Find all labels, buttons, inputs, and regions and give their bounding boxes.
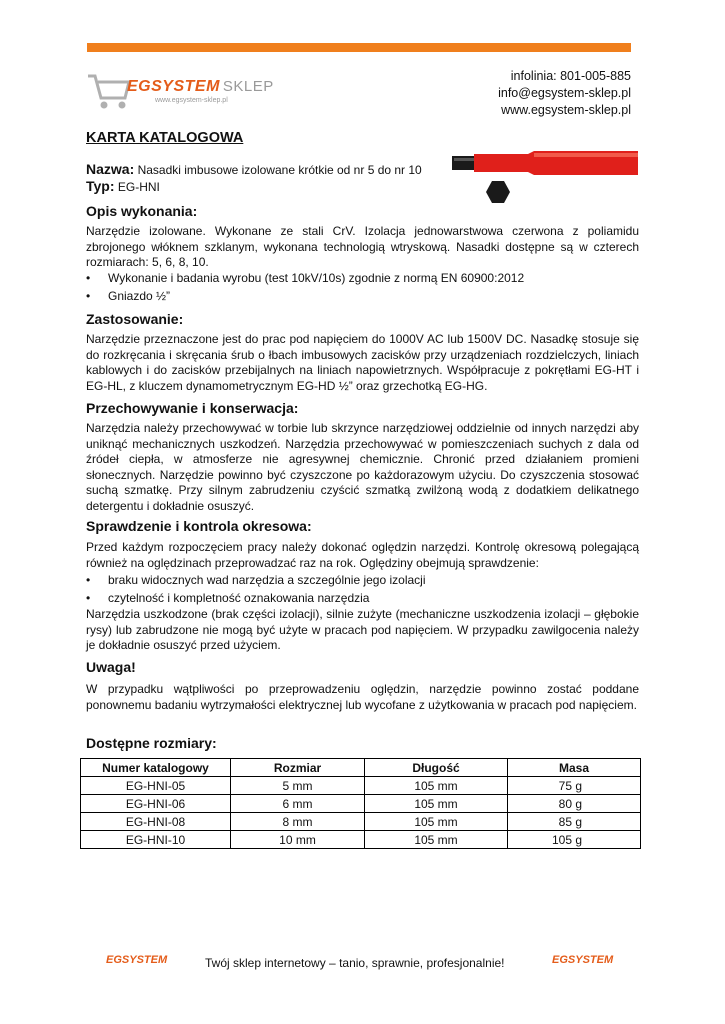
section-heading-opis: Opis wykonania: <box>86 203 198 219</box>
cell-size: 6 mm <box>231 795 365 813</box>
footer-slogan: Twój sklep internetowy – tanio, sprawnie, profesjonalnie! <box>205 956 505 970</box>
type-value: EG-HNI <box>117 180 160 194</box>
logo-url: www.egsystem-sklep.pl <box>155 97 228 104</box>
contact-phone: infolinia: 801-005-885 <box>510 69 631 83</box>
contact-info <box>498 68 631 119</box>
section-heading-sprawdzenie: Sprawdzenie i kontrola okresowa: <box>86 518 312 534</box>
col-header-catalog: Numer katalogowy <box>81 759 231 777</box>
cart-icon <box>87 70 131 112</box>
cell-size: 5 mm <box>231 777 365 795</box>
cell-mass: 75 g <box>508 777 641 795</box>
page-title: KARTA KATALOGOWA <box>86 130 244 146</box>
sprawdzenie-bullet: • czytelność i kompletność oznakowania narzędzia <box>86 591 370 605</box>
product-image <box>452 151 640 217</box>
table-row <box>81 777 641 795</box>
product-name-line <box>86 161 422 177</box>
cell-catalog: EG-HNI-10 <box>81 831 231 849</box>
name-value: Nasadki imbusowe izolowane krótkie od nr 5 do nr 10 <box>137 163 422 177</box>
company-logo[interactable] <box>87 70 287 114</box>
opis-bullet: • Wykonanie i badania wyrobu (test 10kV/10s) zgodnie z normą EN 60900:2012 <box>86 271 525 285</box>
section-heading-zastosowanie: Zastosowanie: <box>86 311 184 327</box>
col-header-length: Długość <box>365 759 508 777</box>
sprawdzenie-bullet: • braku widocznych wad narzędzia a szczególnie jego izolacji <box>86 573 426 587</box>
table-row <box>81 813 641 831</box>
table-header-row <box>81 759 641 777</box>
przechowywanie-text: Narzędzia należy przechowywać w torbie lub skrzynce narzędziowej oddzielnie od innych narzędzi aby uniknąć mechanicznych uszkodzeń. Narzędzia przechowywać w pomieszczeniach suchych z dala od źródeł ciepła, w atmosferze nie agresywnej chemicznie. Chronić przed działaniem promieni słonecznych. Narzędzie powinno być czyszczone po każdorazowym użyciu. Do czyszczenia stosować suchą szmatkę. Przy silnym zabrudzeniu czyścić szmatką zwilżoną wodą z dodatkiem delikatnego detergentu i dokładnie osuszyć. <box>86 421 639 513</box>
logo-suffix: SKLEP <box>222 78 274 95</box>
cell-catalog: EG-HNI-06 <box>81 795 231 813</box>
cell-length: 105 mm <box>365 795 508 813</box>
cell-mass: 80 g <box>508 795 641 813</box>
footer-logo-left: EGSYSTEM <box>106 954 168 966</box>
sprawdzenie-text-2: Narzędzia uszkodzone (brak części izolacji), silnie zużyte (mechaniczne uszkodzenia izolacji – głębokie rysy) lub zabrudzone nie mogą być użyte w pracach pod napięciem. W przypadku zawilgocenia należy je dokładnie osuszyć przed użyciem. <box>86 607 639 652</box>
cell-length: 105 mm <box>365 831 508 849</box>
cell-length: 105 mm <box>365 777 508 795</box>
cell-size: 10 mm <box>231 831 365 849</box>
top-accent-bar <box>87 43 631 52</box>
product-type-line <box>86 178 160 194</box>
sizes-table <box>80 758 641 849</box>
cell-length: 105 mm <box>365 813 508 831</box>
opis-text: Narzędzie izolowane. Wykonane ze stali CrV. Izolacja jednowarstwowa czerwona z poliamidu zbrojonego włóknem szklanym, wykonana technologią wtryskową. Nasadki dostępne są w czterech rozmiarach: 5, 6, 8, 10. <box>86 224 639 269</box>
cell-mass: 105 g <box>508 831 641 849</box>
logo-brand: EGSYSTEM SKLEP <box>127 78 274 95</box>
section-heading-rozmiary: Dostępne rozmiary: <box>86 735 217 751</box>
type-label: Typ: <box>86 178 115 194</box>
col-header-size: Rozmiar <box>231 759 365 777</box>
cell-catalog: EG-HNI-08 <box>81 813 231 831</box>
cell-size: 8 mm <box>231 813 365 831</box>
zastosowanie-text: Narzędzie przeznaczone jest do prac pod napięciem do 1000V AC lub 1500V DC. Nasadkę stosuje się do rozkręcania i skręcania śrub o łbach imbusowych zacisków przy urządzeniach rozdzielczych, liniach kablowych i do zacisków przebijalnych na liniach napowietrznych. Współpracuje z pokrętłami EG-HT i EG-HL, z kluczem dynamometrycznym EG-HD ½” oraz grzechotką EG-HG. <box>86 332 639 393</box>
contact-email[interactable]: info@egsystem-sklep.pl <box>498 86 631 100</box>
sprawdzenie-text: Przed każdym rozpoczęciem pracy należy dokonać oględzin narzędzi. Kontrolę okresową polegającą również na oględzinach przeprowadzać raz na rok. Oględziny obejmują sprawdzenie: <box>86 540 639 570</box>
opis-bullet: • Gniazdo ½” <box>86 289 171 303</box>
col-header-mass: Masa <box>508 759 641 777</box>
cell-catalog: EG-HNI-05 <box>81 777 231 795</box>
section-heading-uwaga: Uwaga! <box>86 659 136 675</box>
footer-logo-right: EGSYSTEM <box>552 954 614 966</box>
contact-website[interactable]: www.egsystem-sklep.pl <box>501 103 631 117</box>
uwaga-text: W przypadku wątpliwości po przeprowadzeniu oględzin, narzędzie powinno zostać poddane ponownemu badaniu wytrzymałości elektrycznej lub wycofane z użytkowania w pracach pod napięciem. <box>86 682 639 712</box>
name-label: Nazwa: <box>86 161 135 177</box>
cell-mass: 85 g <box>508 813 641 831</box>
section-heading-przechowywanie: Przechowywanie i konserwacja: <box>86 400 299 416</box>
table-row <box>81 831 641 849</box>
table-row <box>81 795 641 813</box>
